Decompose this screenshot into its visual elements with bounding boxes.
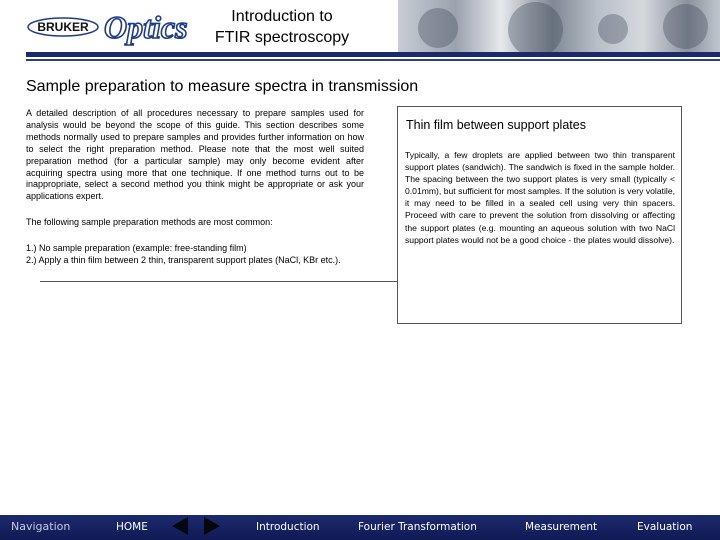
intro-text-column — [26, 108, 364, 267]
intro-paragraph: A detailed description of all procedures necessary to prepare samples used for analysis would be beyond the scope of this guide. This section describes some methods normally used to prepare samples and provides further information on how to select the right preparation method. Please note that the most well suited preparation method (for a particular sample) may only become evident after acquiring spectra using more that one technique. If one method turns out to be inappropriate, select a second method you think might be appropriate or ask your applications expert. — [26, 108, 364, 202]
page-title: Sample preparation to measure spectra in transmission — [26, 78, 419, 95]
header — [0, 0, 720, 80]
bruker-logo — [26, 16, 100, 38]
header-divider — [26, 52, 720, 57]
nav-link-measurement[interactable]: Measurement — [525, 521, 598, 533]
bruker-logo-text: BRUKER — [37, 20, 89, 34]
header-divider-thin — [26, 59, 720, 61]
header-title-line1: Introduction to — [231, 8, 333, 25]
nav-link-home[interactable]: HOME — [116, 521, 148, 533]
method-item-2: 2.) Apply a thin film between 2 thin, transparent support plates (NaCl, KBr etc.). — [26, 255, 341, 266]
info-box-title: Thin film between support plates — [406, 118, 586, 132]
previous-page-arrow-icon[interactable] — [172, 517, 188, 535]
nav-link-evaluation[interactable]: Evaluation — [637, 521, 693, 533]
connector-line — [40, 281, 398, 282]
optics-logo — [102, 4, 192, 48]
navigation-label: Navigation — [11, 520, 71, 533]
nav-link-introduction[interactable]: Introduction — [256, 521, 320, 533]
navigation-bar — [0, 515, 720, 540]
info-box-text: Typically, a few droplets are applied between two thin transparent support plates (sandwich). The sandwich is fixed in the sample holder. The spacing between the two support plates is very small (typically < 0.01mm), but sufficient for most samples. If the solution is very volatile, it may need to be filled in a sealed cell using very thin spacers. Proceed with care to prevent the solution from dissolving or affecting the support plates (e.g. mounting an aqueous solution with two NaCl support plates would not be a good choice - the plates would dissolve). — [405, 150, 675, 245]
methods-heading: The following sample preparation methods are most common: — [26, 217, 273, 228]
optics-logo-text: Optics — [104, 9, 188, 45]
photo-shape — [598, 14, 628, 44]
thin-film-info-box — [397, 106, 682, 324]
photo-shape — [418, 8, 458, 48]
next-page-arrow-icon[interactable] — [204, 517, 220, 535]
header-title — [196, 6, 368, 48]
methods-list — [26, 243, 364, 267]
photo-shape — [663, 4, 708, 49]
nav-link-fourier-transformation[interactable]: Fourier Transformation — [358, 521, 477, 533]
lab-photo-banner — [398, 0, 720, 52]
header-title-line2: FTIR spectroscopy — [214, 29, 350, 46]
photo-shape — [508, 2, 563, 52]
method-item-1: 1.) No sample preparation (example: free-standing film) — [26, 243, 247, 254]
